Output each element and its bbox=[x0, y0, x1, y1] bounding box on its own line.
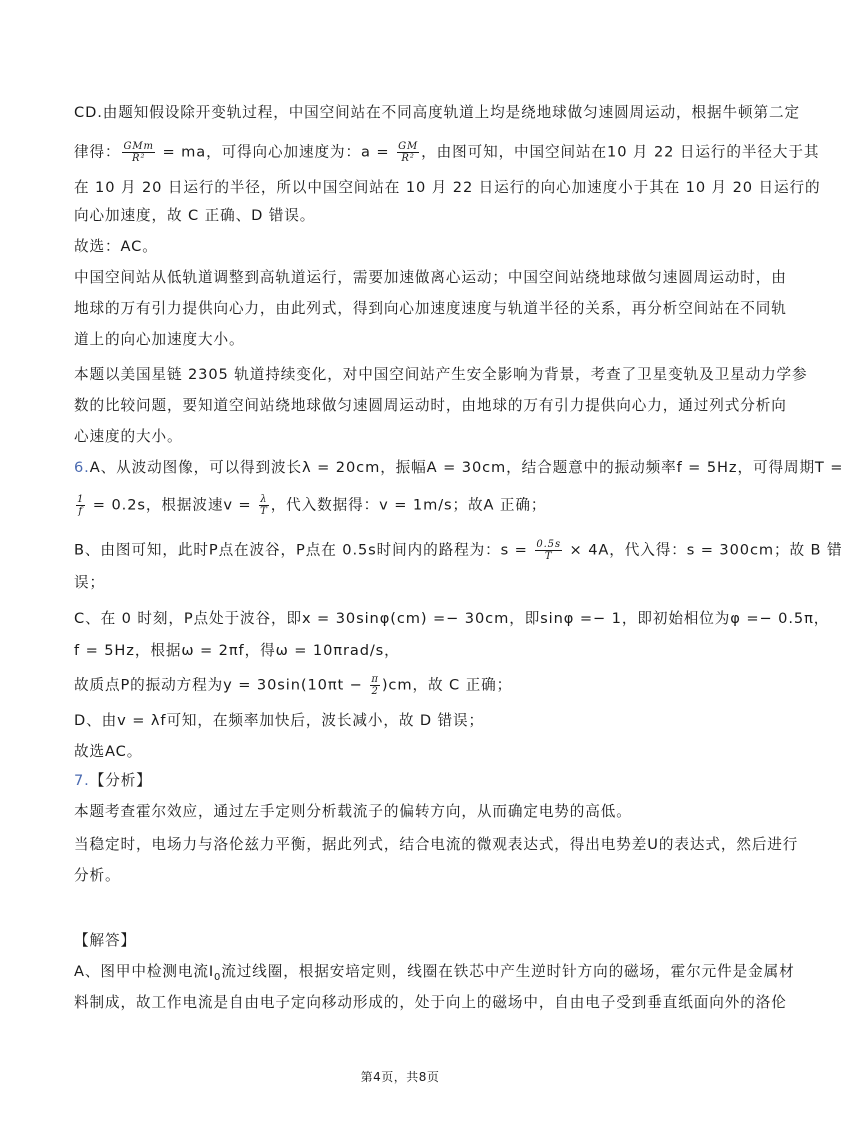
question-7-line bbox=[74, 771, 152, 791]
text-segment: 【分析】 bbox=[89, 772, 152, 789]
text-line: CD.由题知假设除开变轨过程，中国空间站在不同高度轨道上均是绕地球做匀速圆周运动，根据牛顿第二定 bbox=[74, 104, 800, 121]
text-line: 地球的万有引力提供向心力，由此列式，得到向心加速度速度与轨道半径的关系，再分析空间站在不同轨 bbox=[74, 300, 787, 317]
text-line: 故选AC。 bbox=[74, 743, 143, 760]
text-line: 料制成，故工作电流是自由电子定向移动形成的，处于向上的磁场中，自由电子受到垂直纸面向外的洛伦 bbox=[74, 994, 787, 1011]
text-line: 分析。 bbox=[74, 867, 121, 884]
text-segment: = ma，可得向心加速度为：a = bbox=[156, 143, 396, 161]
text-segment: ，由图可知，中国空间站在10 月 22 日运行的半径大于其 bbox=[421, 143, 820, 161]
text-segment: × 4A，代入得：s = 300cm；故 B 错 bbox=[563, 541, 843, 559]
text-segment: A、图甲中检测电流I bbox=[74, 963, 215, 980]
text-line: 心速度的大小。 bbox=[74, 428, 183, 445]
page-footer: 第4页，共8页 bbox=[360, 1070, 440, 1084]
text-segment: )cm，故 C 正确； bbox=[381, 676, 513, 694]
text-line: 道上的向心加速度大小。 bbox=[74, 331, 245, 348]
fraction-05s-t: $\frac{0.5s}{T}$ bbox=[536, 539, 561, 562]
text-line: 数的比较问题，要知道空间站绕地球做匀速圆周运动时，由地球的万有引力提供向心力，通过列式分析向 bbox=[74, 397, 787, 414]
text-line: 在 10 月 20 日运行的半径，所以中国空间站在 10 月 22 日运行的向心加速度小于其在 10 月 20 日运行的 bbox=[74, 179, 821, 196]
text-segment: A、从波动图像，可以得到波长λ = 20cm，振幅A = 30cm，结合题意中的振动频率f = 5Hz，可得周期T = bbox=[89, 459, 843, 476]
text-line: 向心加速度，故 C 正确、D 错误。 bbox=[74, 207, 316, 224]
question-number: 6. bbox=[74, 459, 90, 476]
text-segment: = 0.2s，根据波速v = bbox=[87, 496, 258, 514]
subscript: 0 bbox=[214, 971, 222, 983]
fraction-1-f: $\frac{1}{f}$ bbox=[77, 494, 85, 517]
question-number: 7. bbox=[74, 772, 90, 789]
question-6-line bbox=[74, 458, 843, 478]
text-line: 当稳定时，电场力与洛伦兹力平衡，据此列式，结合电流的微观表达式，得出电势差U的表达式，然后进行 bbox=[74, 836, 799, 853]
fraction-lambda-t: $\frac{\lambda}{T}$ bbox=[260, 494, 268, 517]
fraction-gmm-r2: $\frac{\text{GMm}}{\text{R²}}$ bbox=[123, 141, 154, 164]
text-segment: 故质点P的振动方程为y = 30sin(10πt − bbox=[74, 676, 369, 694]
fraction-pi-2: $\frac{\pi}{2}$ bbox=[371, 674, 379, 697]
text-line: 误； bbox=[74, 574, 105, 591]
text-line: 本题考查霍尔效应，通过左手定则分析载流子的偏转方向，从而确定电势的高低。 bbox=[74, 803, 632, 820]
text-line: 【解答】 bbox=[74, 932, 136, 949]
text-segment: ，代入数据得：v = 1m/s；故A 正确； bbox=[270, 496, 547, 514]
text-line-formula bbox=[74, 539, 843, 562]
text-line bbox=[74, 962, 795, 988]
fraction-gm-r2: $\frac{GM}{\text{R²}}$ bbox=[398, 141, 419, 164]
text-line: f = 5Hz，根据ω = 2πf，得ω = 10πrad/s， bbox=[74, 642, 400, 659]
text-line: 中国空间站从低轨道调整到高轨道运行，需要加速做离心运动；中国空间站绕地球做匀速圆周运动时，由 bbox=[74, 269, 787, 286]
text-line: 本题以美国星链 2305 轨道持续变化，对中国空间站产生安全影响为背景，考查了卫星变轨及卫星动力学参 bbox=[74, 366, 808, 383]
text-line: 故选：AC。 bbox=[74, 238, 158, 255]
text-segment: 律得： bbox=[74, 143, 121, 161]
text-line-formula bbox=[74, 674, 512, 697]
text-segment: B、由图可知，此时P点在波谷，P点在 0.5s时间内的路程为：s = bbox=[74, 541, 534, 559]
text-line-formula bbox=[74, 494, 546, 517]
text-segment: 流过线圈，根据安培定则，线圈在铁芯中产生逆时针方向的磁场，霍尔元件是金属材 bbox=[221, 963, 795, 980]
text-line: C、在 0 时刻，P点处于波谷，即x = 30sinφ(cm) =− 30cm，即sinφ =− 1，即初始相位为φ =− 0.5π， bbox=[74, 610, 830, 627]
text-line: D、由v = λf可知，在频率加快后，波长减小，故 D 错误； bbox=[74, 712, 485, 729]
text-line-formula bbox=[74, 141, 819, 164]
